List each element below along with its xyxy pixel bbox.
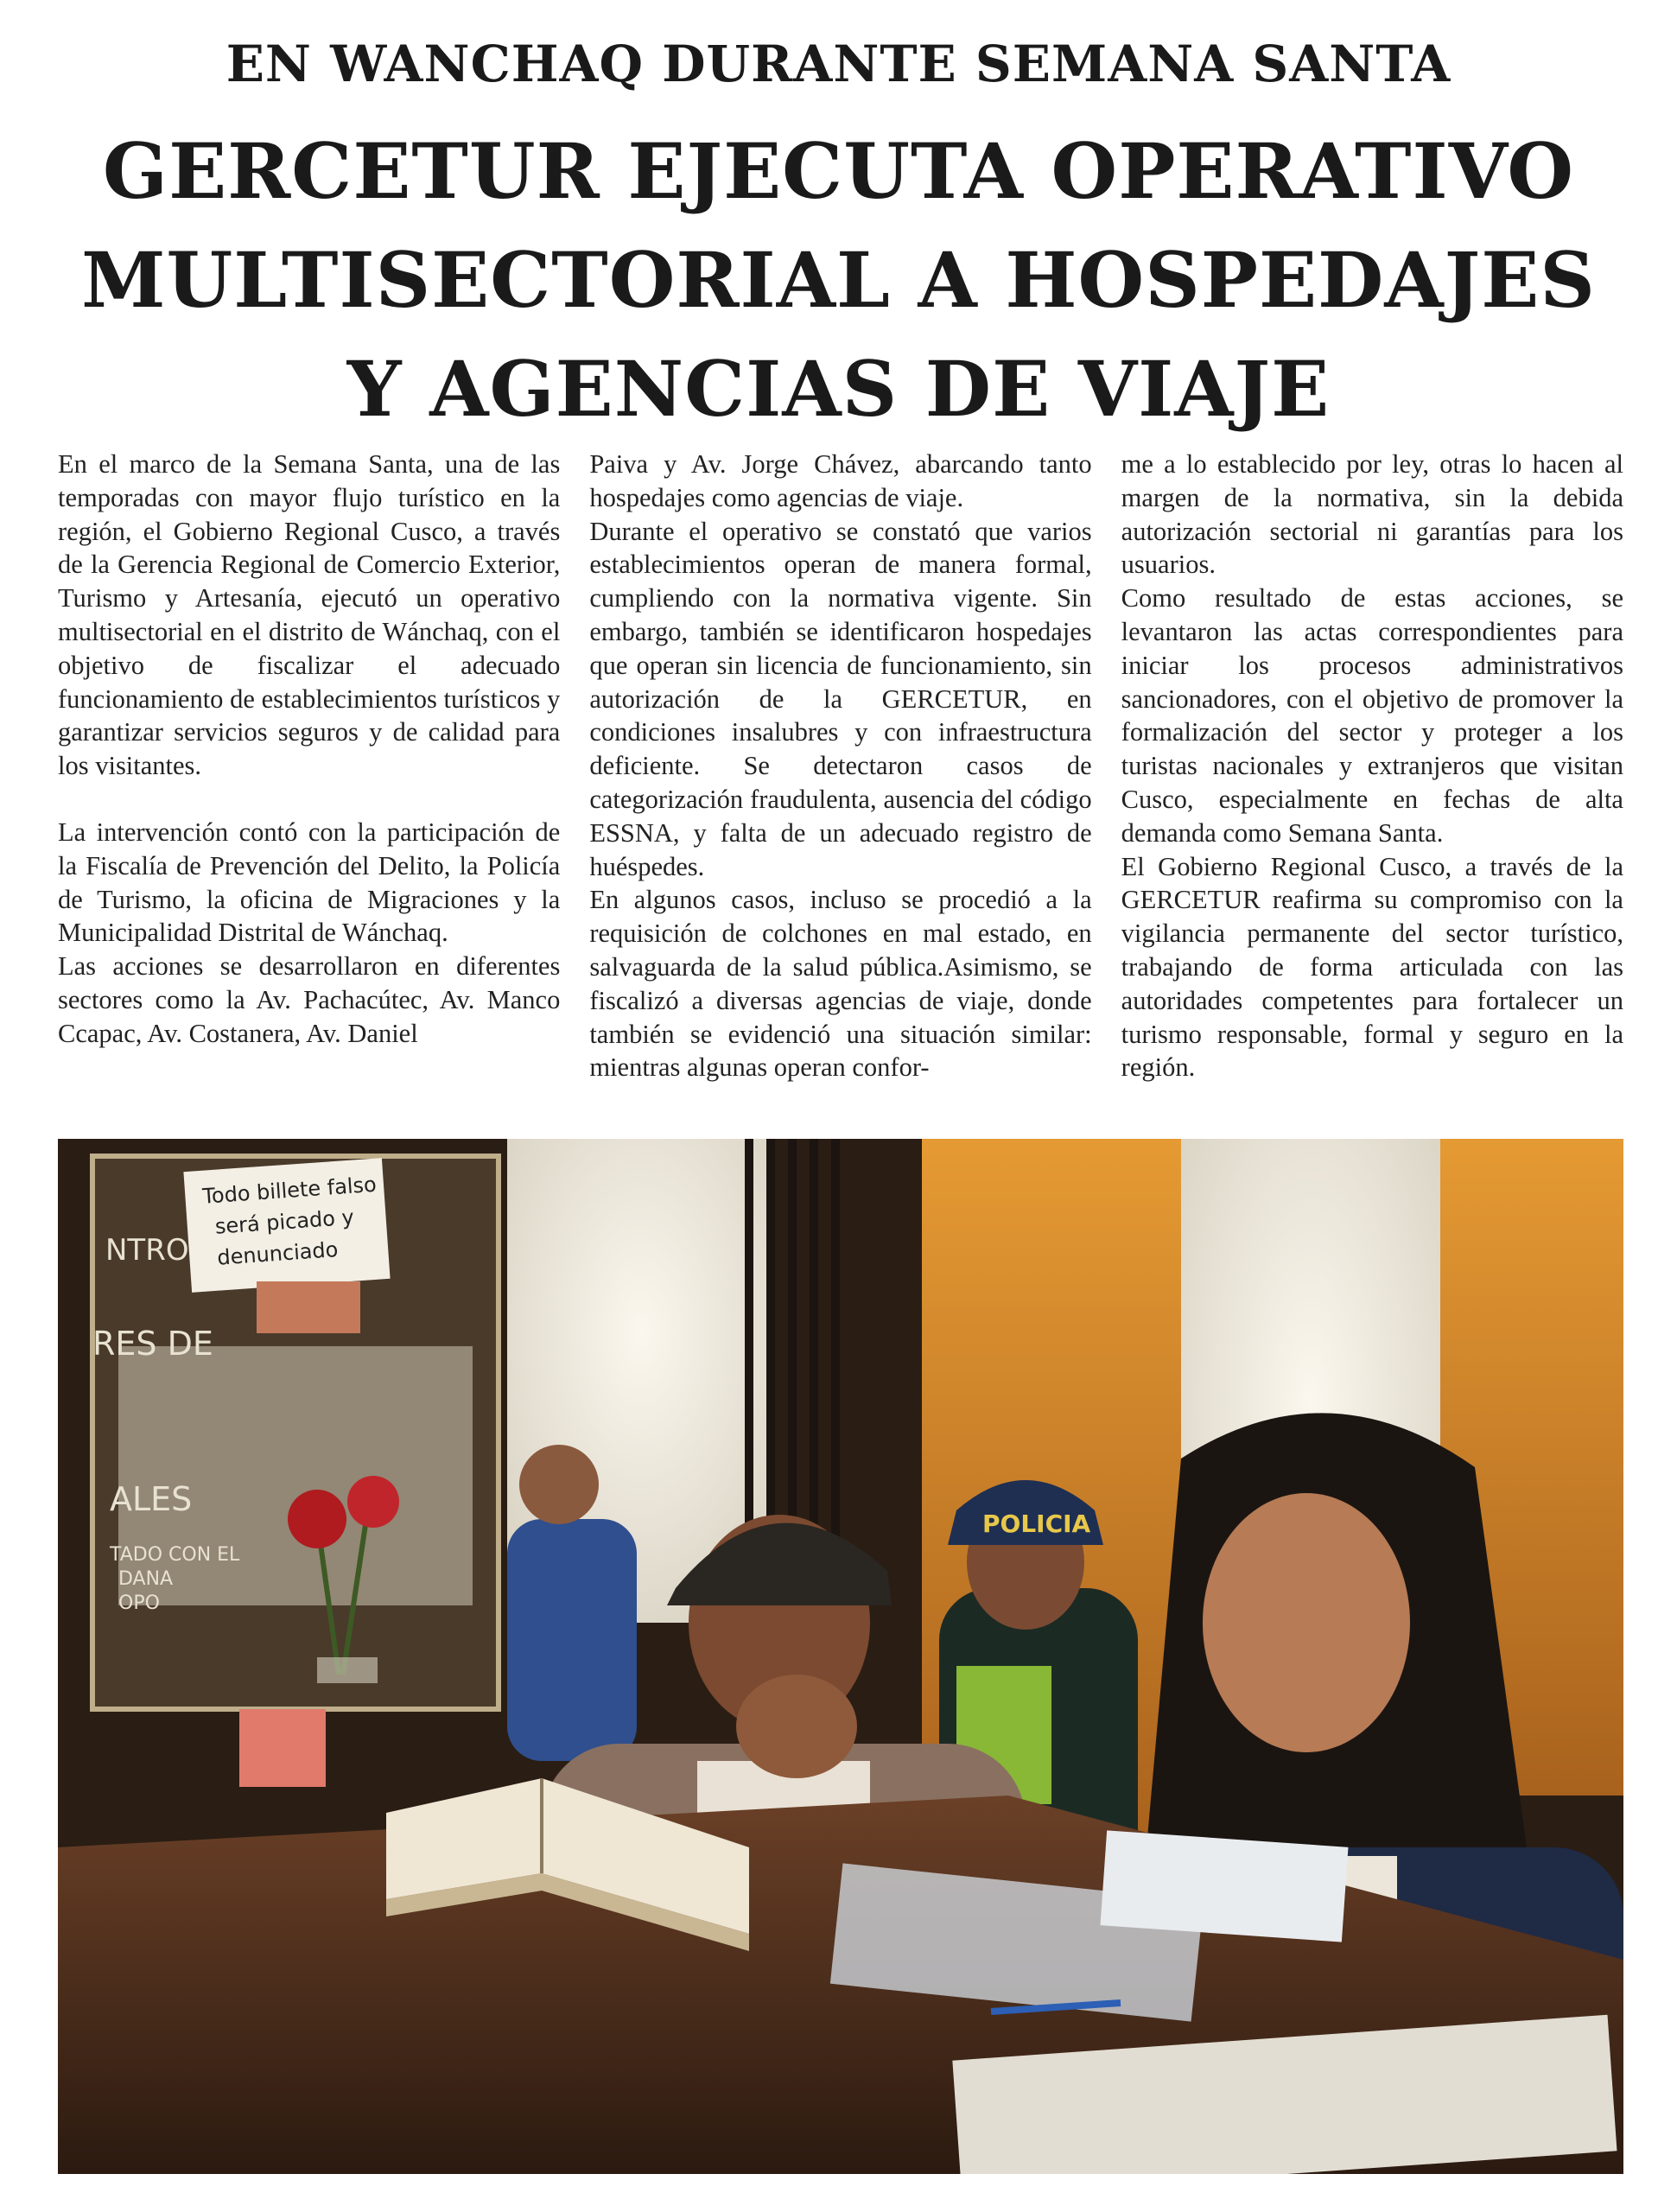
paragraph: me a lo establecido por ley, otras lo hacen al margen de la normativa, sin la debida autorización sectorial ni garantías para los usuarios. bbox=[1121, 449, 1623, 580]
paragraph: Las acciones se desarrollaron en diferentes sectores como la Av. Pachacútec, Av. Manco Ccapac, Av. Costanera, Av. Daniel bbox=[58, 951, 561, 1048]
article-photo bbox=[58, 1139, 1623, 2174]
article-body bbox=[58, 448, 1623, 1104]
window-text: DANA bbox=[118, 1568, 174, 1590]
paragraph: En algunos casos, incluso se procedió a la requisición de colchones en mal estado, en salvaguarda de la salud pública.Asimismo, se fiscalizó a diversas agencias de viaje, donde también se evidenció una situación similar: mientras algunas operan confor- bbox=[589, 885, 1092, 1083]
police-cap-text: POLICIA bbox=[982, 1510, 1091, 1538]
headline-line-2: MULTISECTORIAL A HOSPEDAJES bbox=[81, 235, 1596, 325]
window-text: TADO CON EL bbox=[110, 1544, 240, 1566]
window-text: OPO bbox=[118, 1592, 160, 1614]
photo-illustration bbox=[58, 1139, 1623, 2174]
column-2 bbox=[589, 448, 1091, 1104]
paragraph: La intervención contó con la participación de la Fiscalía de Prevención del Delito, la Policía de Turismo, la oficina de Migraciones y la Municipalidad Distrital de Wánchaq. bbox=[58, 817, 561, 948]
document-sheet bbox=[1101, 1830, 1349, 1942]
article-kicker: EN WANCHAQ DURANTE SEMANA SANTA bbox=[226, 35, 1451, 93]
paragraph: El Gobierno Regional Cusco, a través de la GERCETUR reafirma su compromiso con la vigilancia permanente del sector turístico, trabajando de forma articulada con las autoridades competentes para fortalecer un turismo responsable, formal y seguro en la región. bbox=[1121, 851, 1623, 1083]
sign-line-3: denunciado bbox=[216, 1236, 340, 1270]
column-3 bbox=[1121, 448, 1623, 1104]
sign-line-2: será picado y bbox=[213, 1205, 355, 1239]
sign-line-1: Todo billete falso bbox=[201, 1172, 378, 1209]
paragraph: Paiva y Av. Jorge Chávez, abarcando tanto hospedajes como agencias de viaje. bbox=[589, 449, 1092, 512]
red-card bbox=[257, 1281, 360, 1333]
article-headline bbox=[52, 117, 1625, 443]
column-1 bbox=[58, 448, 560, 1104]
tissue-box bbox=[239, 1709, 326, 1787]
window-text: ALES bbox=[110, 1480, 193, 1518]
display-glass bbox=[118, 1346, 473, 1605]
headline-line-1: GERCETUR EJECUTA OPERATIVO bbox=[102, 126, 1575, 216]
paragraph: Durante el operativo se constató que varios establecimientos operan de manera formal, cumpliendo con la normativa vigente. Sin embargo, también se identificaron hospedajes que operan sin licencia de funcionamiento, sin autorización de la GERCETUR, en condiciones insalubres y con infraestructura deficiente. Se detectaron casos de categorización fraudulenta, ausencia del código ESSNA, y falta de un adecuado registro de huéspedes. bbox=[589, 516, 1092, 881]
window-text: NTRO bbox=[105, 1233, 189, 1268]
headline-line-3: Y AGENCIAS DE VIAJE bbox=[346, 344, 1331, 434]
window-text: RES DE bbox=[92, 1325, 213, 1363]
paragraph: Como resultado de estas acciones, se levantaron las actas correspondientes para iniciar los procesos administrativos sancionadores, con el objetivo de promover la formalización del sector y proteger a los turistas nacionales y extranjeros que visitan Cusco, especialmente en fechas de alta demanda como Semana Santa. bbox=[1121, 583, 1623, 848]
paragraph: En el marco de la Semana Santa, una de las temporadas con mayor flujo turístico en la región, el Gobierno Regional Cusco, a través de la Gerencia Regional de Comercio Exterior, Turismo y Artesanía, ejecutó un operativo multisectorial en el distrito de Wánchaq, con el objetivo de fiscalizar el adecuado funcionamiento de establecimientos turísticos y garantizar servicios seguros y de calidad para los visitantes. bbox=[58, 449, 561, 781]
